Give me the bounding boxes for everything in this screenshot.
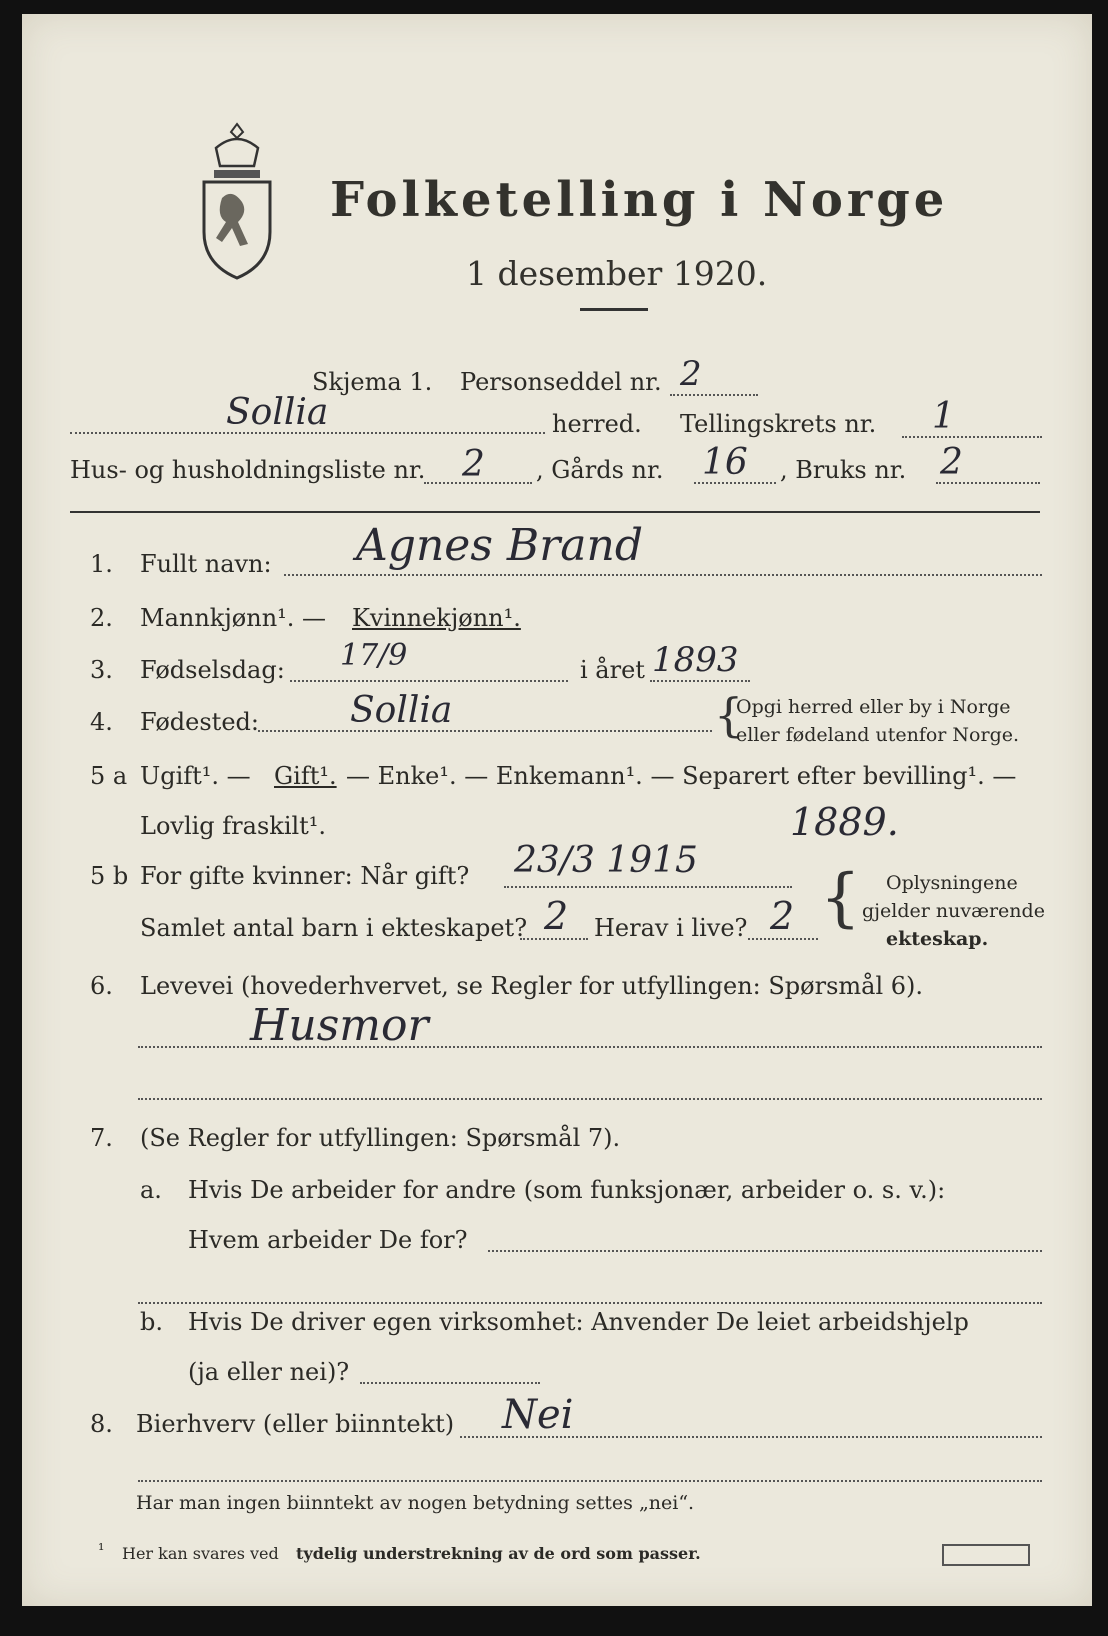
form-title: Folketelling i Norge (330, 172, 949, 228)
children-label: Samlet antal barn i ekteskapet? (140, 914, 528, 942)
herred-label: herred. (552, 410, 642, 438)
tellingskrets-value: 1 (932, 396, 955, 437)
footnote-text-b: tydelig understrekning av de ord som passer. (296, 1544, 701, 1563)
census-form-page (22, 14, 1092, 1606)
q3-number: 3. (90, 656, 113, 684)
q5a-handwritten-year: 1889. (790, 800, 899, 844)
hired-help-field[interactable] (360, 1382, 540, 1384)
printer-stamp (942, 1544, 1030, 1566)
hus-value: 2 (462, 444, 485, 485)
q5a-married: Gift¹. (274, 762, 337, 790)
q7a-line1: Hvis De arbeider for andre (som funksjonær, arbeider o. s. v.): (188, 1176, 946, 1204)
title-divider (580, 308, 648, 311)
q7a-letter: a. (140, 1176, 162, 1204)
q4-brace: { (714, 688, 744, 742)
employer-field-2[interactable] (138, 1302, 1042, 1304)
form-subtitle: 1 desember 1920. (466, 254, 768, 293)
q3-year-label: i året (580, 656, 645, 684)
herred-value: Sollia (226, 392, 329, 433)
q8-number: 8. (90, 1410, 113, 1438)
q6-number: 6. (90, 972, 113, 1000)
q4-note-2: eller fødeland utenfor Norge. (736, 724, 1020, 746)
footnote-text-a: Her kan svares ved (122, 1544, 279, 1563)
tellingskrets-field[interactable] (902, 436, 1042, 438)
q7b-line1: Hvis De driver egen virksomhet: Anvender De leiet arbeidshjelp (188, 1308, 969, 1336)
q7b-line2: (ja eller nei)? (188, 1358, 350, 1386)
occupation-field-2[interactable] (138, 1098, 1042, 1100)
q5a-divorced: Lovlig fraskilt¹. (140, 812, 327, 840)
bruks-label: , Bruks nr. (780, 456, 907, 484)
hus-label: Hus- og husholdningsliste nr. (70, 456, 426, 484)
q2-female-label: Kvinnekjønn¹. (352, 604, 521, 632)
gards-value: 16 (702, 442, 748, 483)
footnote-mark: ¹ (98, 1540, 105, 1559)
children-alive-value: 2 (770, 894, 795, 938)
children-alive-label: Herav i live? (594, 914, 748, 942)
q2-male-label: Mannkjønn¹. — (140, 604, 327, 632)
q2-number: 2. (90, 604, 113, 632)
q5b-note-2: gjelder nuværende (862, 900, 1045, 922)
birth-year-value: 1893 (652, 640, 739, 680)
q5b-label: For gifte kvinner: Når gift? (140, 862, 470, 890)
birthday-field[interactable] (290, 680, 568, 682)
occupation-value: Husmor (250, 1000, 429, 1051)
side-income-value: Nei (502, 1392, 574, 1438)
personseddel-value: 2 (680, 354, 702, 394)
personseddel-label: Personseddel nr. (460, 368, 662, 396)
q3-label: Fødselsdag: (140, 656, 285, 684)
children-alive-field[interactable] (748, 938, 818, 940)
birth-year-field[interactable] (650, 680, 750, 682)
side-income-field-2[interactable] (138, 1480, 1042, 1482)
gards-label: , Gårds nr. (536, 456, 664, 484)
q7b-letter: b. (140, 1308, 163, 1336)
q5a-other-options: — Enke¹. — Enkemann¹. — Separert efter bevilling¹. — (346, 762, 1017, 790)
q8-note: Har man ingen biinntekt av nogen betydning settes „nei“. (136, 1492, 695, 1514)
q5a-number: 5 a (90, 762, 128, 790)
q5b-number: 5 b (90, 862, 129, 890)
tellingskrets-label: Tellingskrets nr. (680, 410, 877, 438)
personseddel-field[interactable] (670, 394, 758, 396)
q4-number: 4. (90, 708, 113, 736)
q5b-note-1: Oplysningene (886, 872, 1018, 894)
birthday-value: 17/9 (340, 638, 408, 673)
birthplace-field[interactable] (258, 730, 712, 732)
q1-number: 1. (90, 550, 113, 578)
header-divider (70, 511, 1040, 513)
bruks-value: 2 (940, 442, 963, 483)
q5b-note-3: ekteskap. (886, 928, 989, 950)
q7-label: (Se Regler for utfyllingen: Spørsmål 7). (140, 1124, 621, 1152)
full-name-field[interactable] (284, 574, 1042, 576)
q7-number: 7. (90, 1124, 113, 1152)
skjema-label: Skjema 1. (312, 368, 433, 396)
employer-field[interactable] (488, 1250, 1042, 1252)
q4-label: Fødested: (140, 708, 259, 736)
coat-of-arms-icon (196, 120, 278, 280)
q5b-brace: { (820, 861, 861, 935)
marriage-date-value: 23/3 1915 (514, 840, 698, 881)
children-field[interactable] (520, 938, 588, 940)
occupation-field[interactable] (138, 1046, 1042, 1048)
q1-label: Fullt navn: (140, 550, 272, 578)
birthplace-value: Sollia (350, 690, 453, 731)
full-name-value: Agnes Brand (356, 520, 643, 571)
q8-label: Bierhverv (eller biinntekt) (136, 1410, 455, 1438)
marriage-date-field[interactable] (504, 886, 792, 888)
q4-note-1: Opgi herred eller by i Norge (736, 696, 1011, 718)
q6-label: Levevei (hovederhvervet, se Regler for utfyllingen: Spørsmål 6). (140, 972, 924, 1000)
q5a-unmarried: Ugift¹. — (140, 762, 251, 790)
q7a-line2: Hvem arbeider De for? (188, 1226, 468, 1254)
children-value: 2 (544, 894, 569, 938)
